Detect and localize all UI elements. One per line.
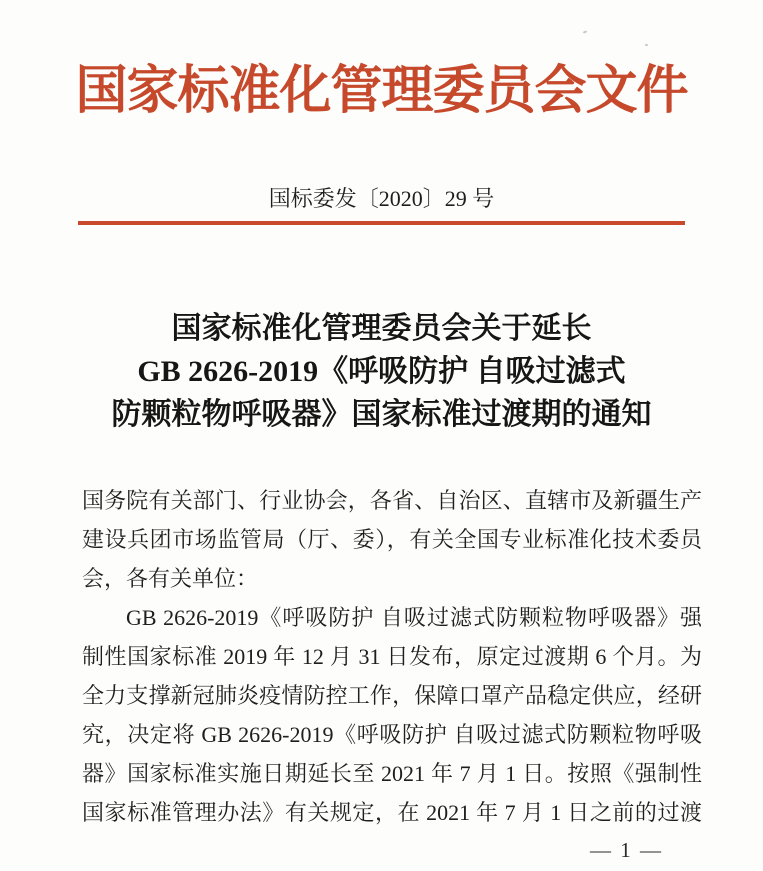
agency-header-title: 国家标准化管理委员会文件 (75, 63, 688, 120)
scan-speck (645, 44, 648, 47)
paragraph-line: 究，决定将 GB 2626-2019《呼吸防护 自吸过滤式防颗粒物呼吸 (82, 722, 702, 747)
notice-title-line: 防颗粒物呼吸器》国家标准过渡期的通知 (111, 398, 652, 431)
notice-title-line: GB 2626-2019《呼吸防护 自吸过滤式 (137, 355, 626, 388)
salutation-line: 建设兵团市场监管局（厅、委），有关全国专业标准化技术委员 (82, 527, 702, 552)
document-body (82, 481, 702, 832)
notice-title-line: 国家标准化管理委员会关于延长 (171, 312, 592, 345)
page-number: — 1 — (590, 838, 663, 862)
salutation-line: 会，各有关单位： (82, 566, 259, 591)
paragraph-line: 全力支撑新冠肺炎疫情防控工作，保障口罩产品稳定供应，经研 (82, 683, 702, 708)
scan-speck (583, 30, 587, 33)
paragraph-line: 制性国家标准 2019 年 12 月 31 日发布，原定过渡期 6 个月。为 (82, 644, 702, 669)
paragraph-line: 国家标准管理办法》有关规定，在 2021 年 7 月 1 日之前的过渡 (82, 800, 702, 825)
document-number: 国标委发〔2020〕29 号 (268, 186, 495, 211)
paragraph-line: GB 2626-2019《呼吸防护 自吸过滤式防颗粒物呼吸器》强 (126, 605, 702, 630)
notice-title (0, 307, 763, 436)
salutation-line: 国务院有关部门、行业协会，各省、自治区、直辖市及新疆生产 (82, 488, 702, 513)
red-divider-rule (78, 221, 685, 225)
paragraph-line: 器》国家标准实施日期延长至 2021 年 7 月 1 日。按照《强制性 (82, 761, 702, 786)
